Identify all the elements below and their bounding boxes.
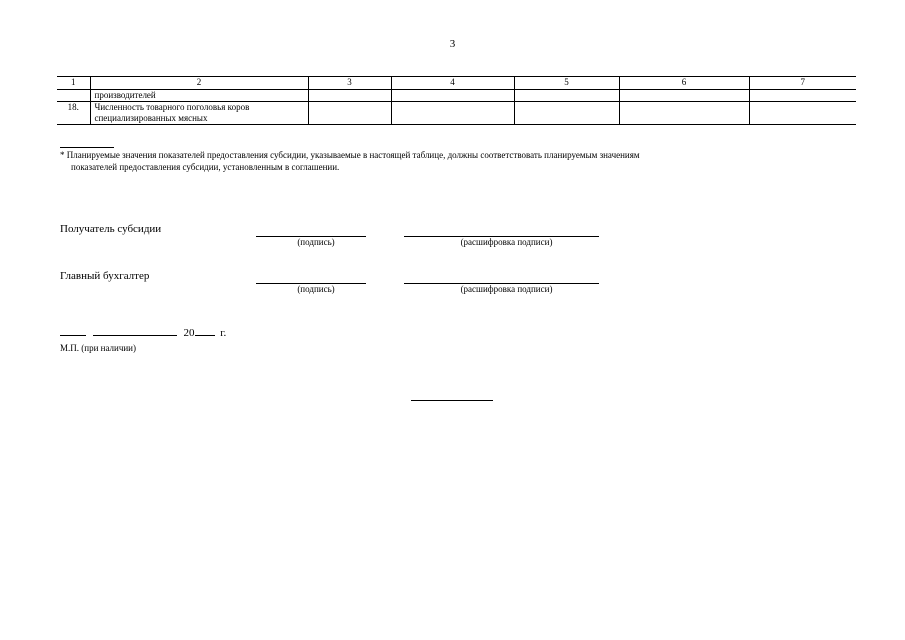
page-number: 3 bbox=[449, 38, 456, 50]
column-header: 1 bbox=[57, 77, 90, 90]
table-cell bbox=[391, 102, 514, 125]
indicators-table bbox=[57, 76, 856, 125]
column-header: 4 bbox=[391, 77, 514, 90]
table-cell bbox=[619, 102, 749, 125]
signature-block-accountant bbox=[0, 270, 905, 310]
table-cell bbox=[749, 102, 856, 125]
table-cell bbox=[391, 90, 514, 102]
year-prefix: 20 bbox=[183, 327, 195, 339]
name-decode-caption: (расшифровка подписи) bbox=[460, 237, 553, 247]
table-cell bbox=[514, 102, 619, 125]
table-cell bbox=[308, 102, 391, 125]
row-number bbox=[57, 90, 90, 102]
table-cell bbox=[514, 90, 619, 102]
year-blank bbox=[195, 326, 215, 336]
name-decode-caption: (расшифровка подписи) bbox=[460, 284, 553, 294]
year-suffix: г. bbox=[220, 327, 227, 339]
closing-rule bbox=[411, 400, 493, 401]
table-header-row bbox=[57, 77, 856, 90]
signature-block-recipient bbox=[0, 223, 905, 263]
indicator-name-line: производителей bbox=[94, 90, 156, 100]
row-number: 18. bbox=[57, 102, 90, 125]
column-header: 6 bbox=[619, 77, 749, 90]
day-blank bbox=[60, 326, 86, 336]
signature-caption: (подпись) bbox=[297, 284, 335, 294]
table-cell bbox=[749, 90, 856, 102]
footnote-separator bbox=[60, 147, 114, 148]
column-header: 2 bbox=[90, 77, 308, 90]
signature-caption: (подпись) bbox=[297, 237, 335, 247]
stamp-note: М.П. (при наличии) bbox=[60, 343, 136, 353]
table-row bbox=[57, 90, 856, 102]
indicator-name-line: специализированных мясных bbox=[94, 113, 208, 123]
column-header: 3 bbox=[308, 77, 391, 90]
indicator-name bbox=[90, 102, 308, 125]
table-cell bbox=[308, 90, 391, 102]
table-cell bbox=[619, 90, 749, 102]
month-blank bbox=[93, 326, 177, 336]
column-header: 5 bbox=[514, 77, 619, 90]
footnote bbox=[60, 149, 846, 173]
column-header: 7 bbox=[749, 77, 856, 90]
table-row bbox=[57, 102, 856, 125]
signatory-role: Главный бухгалтер bbox=[60, 270, 150, 282]
footnote-line: показателей предоставления субсидии, установленным в соглашении. bbox=[71, 162, 340, 172]
footnote-line: * Планируемые значения показателей предоставления субсидии, указываемые в настоящей таблице, должны соответствовать планируемым значениям bbox=[60, 150, 640, 160]
signatory-role: Получатель субсидии bbox=[60, 223, 162, 235]
indicator-name-line: Численность товарного поголовья коров bbox=[94, 102, 250, 112]
indicator-name bbox=[90, 90, 308, 102]
date-line bbox=[60, 326, 226, 339]
